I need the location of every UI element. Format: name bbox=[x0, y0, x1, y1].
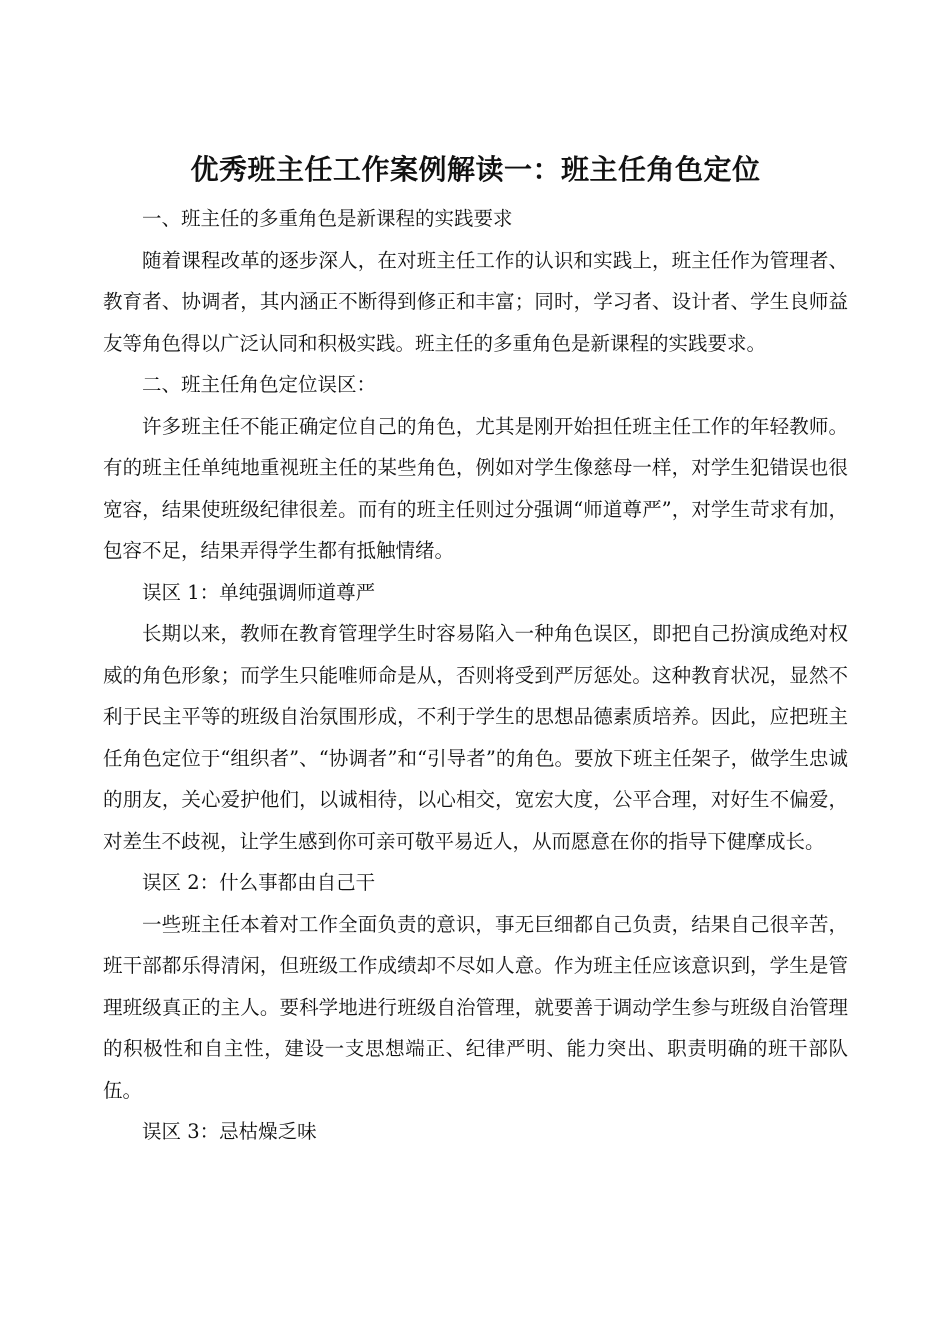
section-heading-2: 二、班主任角色定位误区： bbox=[142, 373, 377, 396]
paragraph-1: 随着课程改革的逐步深人，在对班主任工作的认识和实践上，班主任作为管理者、教育者、协调者，其内涵正不断得到修正和丰富；同时，学习者、设计者、学生良师益友等角色得以广泛认同和积极实践。班主任的多重角色是新课程的实践要求。 bbox=[103, 248, 848, 355]
misconception-heading-3: 误区 3：忌枯燥乏味 bbox=[142, 1120, 317, 1143]
paragraph-2: 许多班主任不能正确定位自己的角色，尤其是刚开始担任班主任工作的年轻教师。有的班主任单纯地重视班主任的某些角色，例如对学生像慈母一样，对学生犯错误也很宽容，结果使班级纪律很差。而有的班主任则过分强调“师道尊严”，对学生苛求有加，包容不足，结果弄得学生都有抵触情绪。 bbox=[103, 414, 848, 562]
misconception-heading-1: 误区 1：单纯强调师道尊严 bbox=[142, 580, 376, 604]
document-title: 优秀班主任工作案例解读一：班主任角色定位 bbox=[190, 153, 761, 186]
paragraph-3: 长期以来，教师在教育管理学生时容易陷入一种角色误区，即把自己扮演成绝对权威的角色形象；而学生只能唯师命是从，否则将受到严厉惩处。这种教育状况，显然不利于民主平等的班级自治氛围形成，不利于学生的思想品德素质培养。因此，应把班主任角色定位于“组织者”、“协调者”和“引导者”的角色。要放下班主任架子，做学生忠诚的朋友，关心爱护他们，以诚相待，以心相交，宽宏大度，公平合理，对好生不偏爱，对差生不歧视，让学生感到你可亲可敬平易近人，从而愿意在你的指导下健摩成长。 bbox=[103, 622, 848, 853]
paragraph-4: 一些班主任本着对工作全面负责的意识，事无巨细都自己负责，结果自己很辛苦，班干部都乐得清闲，但班级工作成绩却不尽如人意。作为班主任应该意识到，学生是管理班级真正的主人。要科学地进行班级自治管理，就要善于调动学生参与班级自治管理的积极性和自主性，建设一支思想端正、纪律严明、能力突出、职责明确的班干部队伍。 bbox=[103, 912, 848, 1102]
section-heading-1: 一、班主任的多重角色是新课程的实践要求 bbox=[142, 207, 513, 230]
document-page bbox=[103, 148, 848, 1153]
misconception-heading-2: 误区 2：什么事都由自己干 bbox=[142, 871, 376, 894]
